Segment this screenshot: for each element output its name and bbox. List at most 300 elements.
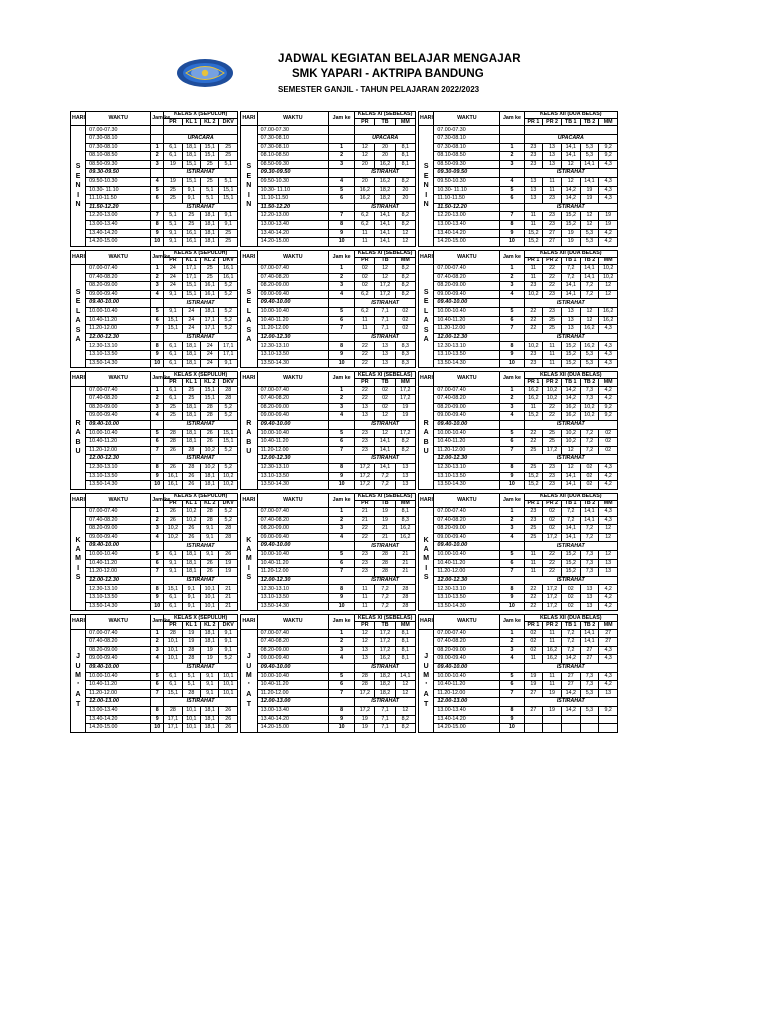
value-cell: 11 (524, 551, 543, 560)
value-cell: 15,1 (201, 395, 219, 404)
value-cell: 15,1 (182, 177, 200, 186)
time-cell: 07.30-08.10 (434, 143, 500, 152)
jam-cell: 3 (500, 282, 524, 291)
time-cell: 13.10-13.50 (434, 351, 500, 360)
day-letter: K (75, 536, 81, 544)
value-cell: 12 (355, 638, 375, 647)
value-cell: 7,2 (580, 429, 599, 438)
value-cell: 26 (182, 533, 200, 542)
value-cell: 22 (355, 342, 375, 351)
value-cell: 24 (182, 308, 200, 317)
value-cell: 5,3 (580, 351, 599, 360)
value-cell: 4,3 (599, 351, 618, 360)
value-cell: 8,3 (395, 359, 415, 368)
value-cell: 02 (375, 386, 395, 395)
day-letter: B (75, 438, 81, 446)
value-cell: 11 (524, 655, 543, 664)
class-title: KELAS X (SEPULUH) (164, 112, 238, 119)
value-cell: 8,1 (395, 143, 415, 152)
time-cell: 09.00-09.40 (86, 655, 151, 664)
jam-cell: 6 (151, 316, 164, 325)
value-cell: 28 (355, 672, 375, 681)
day-letter: A (246, 545, 252, 553)
table-row (71, 420, 238, 429)
jam-cell: 7 (500, 325, 524, 334)
value-cell: 14,1 (561, 525, 580, 534)
table-row (419, 229, 618, 238)
value-cell: 02 (395, 316, 415, 325)
time-cell: 07.40-08.20 (434, 638, 500, 647)
value-cell: 02 (395, 308, 415, 317)
value-cell: 28 (375, 551, 395, 560)
jam-cell: 8 (151, 706, 164, 715)
time-cell: 07.00-07.40 (257, 386, 328, 395)
day-letter: ' (247, 681, 250, 689)
value-cell: 12 (561, 463, 580, 472)
time-cell: 08.10-08.50 (86, 152, 151, 161)
column-header: TB 2 (580, 379, 599, 386)
jam-cell (151, 455, 164, 464)
day-label (419, 265, 434, 368)
time-cell: 13.40-14.20 (257, 715, 328, 724)
time-cell: 11.20-12.00 (257, 446, 328, 455)
jam-cell: 6 (500, 681, 524, 690)
jam-cell (500, 169, 524, 178)
value-cell: 14,1 (580, 638, 599, 647)
time-cell: 07.40-08.20 (86, 516, 151, 525)
table-row (71, 689, 238, 698)
day-letter: J (246, 653, 251, 661)
value-cell: 19 (219, 559, 238, 568)
table-row (71, 472, 238, 481)
day-letter: R (75, 419, 81, 427)
value-cell: 25 (524, 463, 543, 472)
break-note: ISTIRAHAT (524, 299, 617, 308)
value-cell: 5,2 (219, 403, 238, 412)
table-row (419, 212, 618, 221)
day-letter: S (75, 326, 81, 334)
time-cell: 12.30-13.10 (434, 342, 500, 351)
waktu-header: WAKTU (434, 112, 500, 126)
schedule-grid (70, 111, 694, 736)
jam-ke-header: Jam ke (329, 250, 355, 264)
value-cell: 27 (599, 629, 618, 638)
time-cell: 09.00-09.40 (257, 533, 328, 542)
day-label (241, 508, 258, 611)
value-cell: 16,2 (599, 308, 618, 317)
value-cell: 10,1 (182, 715, 200, 724)
value-cell: 14,1 (375, 446, 395, 455)
time-cell: 09.40-10.00 (434, 299, 500, 308)
day-letter: K (246, 536, 252, 544)
table-row (241, 126, 416, 135)
upacara-note: UPACARA (355, 134, 416, 143)
value-cell: 8,2 (395, 177, 415, 186)
time-cell: 10.00-10.40 (86, 429, 151, 438)
value-cell: 9,1 (164, 559, 182, 568)
value-cell: 12 (599, 525, 618, 534)
time-cell: 13.10-13.50 (257, 594, 328, 603)
value-cell: 13 (543, 143, 562, 152)
table-row (419, 551, 618, 560)
upacara-note: UPACARA (524, 134, 617, 143)
value-cell: 12 (580, 212, 599, 221)
value-cell: 16,2 (599, 316, 618, 325)
value-cell: 25 (543, 316, 562, 325)
value-cell: 12 (561, 446, 580, 455)
value-cell: 28 (164, 706, 182, 715)
table-row (241, 351, 416, 360)
value-cell: 7,2 (580, 282, 599, 291)
day-letter: E (75, 172, 81, 180)
schedule-table (70, 614, 238, 733)
empty-cell (355, 126, 416, 135)
value-cell: 11 (355, 602, 375, 611)
value-cell: 10,2 (219, 481, 238, 490)
column-header: PR (164, 379, 182, 386)
jam-cell: 1 (500, 508, 524, 517)
jam-ke-header: Jam ke (151, 372, 164, 386)
table-row (241, 333, 416, 342)
value-cell: 7,2 (561, 516, 580, 525)
column-header: MM (395, 379, 415, 386)
table-row (419, 386, 618, 395)
value-cell: 28 (355, 681, 375, 690)
value-cell: 27 (599, 638, 618, 647)
value-cell: 11 (355, 229, 375, 238)
break-note: ISTIRAHAT (524, 420, 617, 429)
day-letter: A (75, 317, 81, 325)
time-cell: 07.40-08.20 (86, 395, 151, 404)
time-cell: 09.40-10.00 (86, 420, 151, 429)
day-letter: U (75, 448, 81, 456)
value-cell: 17,1 (164, 724, 182, 733)
table-row (71, 126, 238, 135)
hari-header: HARI (241, 112, 258, 126)
value-cell: 4,3 (599, 463, 618, 472)
value-cell: 21 (355, 516, 375, 525)
value-cell: 18,1 (182, 559, 200, 568)
jam-cell: 6 (329, 316, 355, 325)
jam-cell: 9 (151, 229, 164, 238)
time-cell: 10.00-10.40 (434, 551, 500, 560)
value-cell: 26 (201, 438, 219, 447)
value-cell: 13 (543, 152, 562, 161)
waktu-header: WAKTU (86, 112, 151, 126)
jam-cell: 6 (329, 438, 355, 447)
value-cell: 24 (201, 342, 219, 351)
table-row (419, 508, 618, 517)
value-cell: 23 (355, 551, 375, 560)
value-cell: 13 (355, 655, 375, 664)
value-cell: 10,2 (561, 429, 580, 438)
value-cell: 18,1 (182, 412, 200, 421)
value-cell: 14,1 (580, 160, 599, 169)
table-row (241, 195, 416, 204)
table-row (71, 698, 238, 707)
hari-header: HARI (419, 493, 434, 507)
schedule-table (70, 371, 238, 490)
day-letter: M (423, 672, 430, 680)
value-cell: 18,2 (375, 681, 395, 690)
value-cell: 10,1 (164, 646, 182, 655)
table-row (419, 265, 618, 274)
value-cell: 7,2 (561, 629, 580, 638)
hari-header: HARI (419, 615, 434, 629)
table-row (71, 316, 238, 325)
jam-cell: 1 (329, 629, 355, 638)
value-cell: 27 (543, 229, 562, 238)
jam-cell: 3 (151, 282, 164, 291)
value-cell: 7,2 (580, 438, 599, 447)
jam-cell: 4 (151, 177, 164, 186)
value-cell: 02 (395, 325, 415, 334)
value-cell: 22 (524, 594, 543, 603)
day-letter: N (75, 182, 81, 190)
value-cell: 12 (580, 308, 599, 317)
day-letter: S (246, 163, 252, 171)
value-cell: 27 (524, 706, 543, 715)
value-cell: 13 (375, 351, 395, 360)
time-cell: 07.00-07.30 (86, 126, 151, 135)
value-cell: 18,2 (375, 195, 395, 204)
value-cell: 16,1 (164, 481, 182, 490)
value-cell: 6,1 (164, 342, 182, 351)
value-cell: 02 (355, 273, 375, 282)
day-letter: J (424, 653, 429, 661)
column-header: TB 2 (580, 257, 599, 264)
class-title: KELAS X (SEPULUH) (164, 493, 238, 500)
jam-cell: 3 (151, 160, 164, 169)
value-cell: 28 (219, 533, 238, 542)
waktu-header: WAKTU (86, 493, 151, 507)
day-label (241, 386, 258, 489)
day-letter: I (77, 191, 80, 199)
value-cell: 25 (524, 533, 543, 542)
time-cell: 09.00-09.40 (434, 655, 500, 664)
value-cell: 21 (375, 525, 395, 534)
value-cell: 26 (164, 508, 182, 517)
day-label (419, 629, 434, 732)
value-cell: 7,2 (580, 533, 599, 542)
jam-cell: 6 (151, 438, 164, 447)
table-row (241, 463, 416, 472)
hari-header: HARI (71, 615, 86, 629)
table-row (71, 655, 238, 664)
value-cell: 5,2 (219, 316, 238, 325)
jam-cell: 5 (329, 186, 355, 195)
time-cell: 10.40-11.20 (434, 316, 500, 325)
column-header: DKV (219, 622, 238, 629)
value-cell: 14,1 (375, 229, 395, 238)
value-cell: 18,1 (201, 629, 219, 638)
value-cell: 23 (543, 481, 562, 490)
column-header: TB 2 (580, 500, 599, 507)
time-cell: 13.50-14.30 (434, 481, 500, 490)
column-header: TB (375, 379, 395, 386)
value-cell: 7,2 (561, 646, 580, 655)
value-cell: 25 (219, 152, 238, 161)
value-cell: 17,2 (543, 446, 562, 455)
value-cell: 11 (524, 273, 543, 282)
day-letter: A (423, 317, 429, 325)
jam-cell: 3 (329, 282, 355, 291)
value-cell: 22 (543, 559, 562, 568)
value-cell: 22 (355, 533, 375, 542)
hari-header: HARI (419, 250, 434, 264)
jam-cell: 4 (329, 177, 355, 186)
time-cell: 10.40-11.20 (257, 559, 328, 568)
value-cell: 14,1 (561, 143, 580, 152)
break-note: ISTIRAHAT (355, 698, 416, 707)
value-cell: 10,2 (219, 472, 238, 481)
column-header: TB (375, 622, 395, 629)
value-cell: 28 (164, 429, 182, 438)
time-cell: 11.10-11.50 (257, 195, 328, 204)
value-cell: 18,2 (375, 689, 395, 698)
time-cell: 11.20-12.00 (257, 689, 328, 698)
value-cell: 13 (375, 359, 395, 368)
time-cell: 13.10-13.50 (257, 351, 328, 360)
value-cell: 28 (201, 412, 219, 421)
value-cell: 19 (182, 638, 200, 647)
value-cell: 24 (201, 359, 219, 368)
jam-cell (500, 203, 524, 212)
schedule-table (240, 614, 416, 733)
value-cell: 4,2 (599, 472, 618, 481)
value-cell: 5,3 (580, 238, 599, 247)
table-row (71, 160, 238, 169)
time-cell: 10.00-10.40 (257, 308, 328, 317)
value-cell: 7,2 (561, 273, 580, 282)
value-cell: 15,1 (182, 160, 200, 169)
time-cell: 09.40-10.00 (434, 542, 500, 551)
time-cell: 10.30- 11.10 (86, 186, 151, 195)
value-cell: 02 (599, 446, 618, 455)
value-cell: 8,2 (395, 220, 415, 229)
time-cell: 13.40-14.20 (86, 229, 151, 238)
value-cell: 18,1 (201, 212, 219, 221)
value-cell: 4,3 (599, 186, 618, 195)
time-cell: 11.20-12.00 (257, 568, 328, 577)
time-cell: 09.40-10.00 (86, 299, 151, 308)
value-cell: 4,3 (599, 516, 618, 525)
break-note: ISTIRAHAT (355, 542, 416, 551)
value-cell: 27 (524, 689, 543, 698)
value-cell: 7,1 (375, 325, 395, 334)
jam-cell: 3 (329, 403, 355, 412)
time-cell: 09.50-10.30 (257, 177, 328, 186)
table-row (241, 551, 416, 560)
day-letter: J (76, 653, 81, 661)
table-row (419, 724, 618, 733)
day-letter: N (423, 201, 429, 209)
time-cell: 13.50-14.30 (86, 359, 151, 368)
time-cell: 09.40-10.00 (257, 542, 328, 551)
value-cell: 17,1 (182, 265, 200, 274)
table-row (419, 160, 618, 169)
value-cell: 11 (524, 559, 543, 568)
value-cell: 5,2 (219, 508, 238, 517)
value-cell: 4,2 (599, 602, 618, 611)
jam-cell: 7 (329, 689, 355, 698)
value-cell: 02 (561, 594, 580, 603)
value-cell: 28 (201, 403, 219, 412)
time-cell: 07.00-07.40 (86, 386, 151, 395)
table-row (419, 629, 618, 638)
value-cell: 9,1 (201, 525, 219, 534)
table-row (241, 455, 416, 464)
value-cell (580, 724, 599, 733)
day-letter: E (246, 298, 252, 306)
time-cell: 07.30-08.10 (86, 134, 151, 143)
value-cell: 10,2 (524, 342, 543, 351)
time-cell: 09.50-10.30 (86, 177, 151, 186)
day-letter: L (424, 307, 429, 315)
value-cell: 17,2 (355, 689, 375, 698)
value-cell: 9,1 (219, 638, 238, 647)
value-cell: 12 (395, 229, 415, 238)
table-row (241, 395, 416, 404)
value-cell: 19 (375, 508, 395, 517)
day-label (241, 126, 258, 246)
value-cell: 6,2 (355, 290, 375, 299)
day-letter: E (423, 172, 429, 180)
column-header: TB 1 (561, 119, 580, 126)
time-cell: 10.00-10.40 (434, 429, 500, 438)
value-cell: 18,1 (201, 724, 219, 733)
time-cell: 10.00-10.40 (257, 551, 328, 560)
value-cell: 25 (182, 220, 200, 229)
value-cell: 13 (561, 325, 580, 334)
table-row (241, 212, 416, 221)
jam-cell: 1 (151, 629, 164, 638)
jam-cell: 4 (151, 412, 164, 421)
value-cell: 4,2 (599, 395, 618, 404)
table-row (419, 594, 618, 603)
value-cell: 19 (182, 629, 200, 638)
time-cell: 13.00-13.40 (434, 706, 500, 715)
value-cell: 15,1 (182, 282, 200, 291)
value-cell: 18,1 (201, 715, 219, 724)
value-cell: 9,1 (201, 689, 219, 698)
time-cell: 12.20-13.00 (86, 212, 151, 221)
value-cell: 16,2 (355, 195, 375, 204)
value-cell: 14,1 (580, 508, 599, 517)
class-title: KELAS XII (DUA BELAS) (524, 493, 617, 500)
day-letter: R (423, 419, 429, 427)
value-cell: 11 (543, 629, 562, 638)
time-cell: 09.30-09.50 (434, 169, 500, 178)
value-cell: 8,3 (395, 342, 415, 351)
column-header: KL 1 (182, 500, 200, 507)
column-header: PR (355, 119, 375, 126)
jam-cell (151, 663, 164, 672)
value-cell: 27 (561, 672, 580, 681)
value-cell: 14,1 (375, 238, 395, 247)
time-cell: 12.00-12.30 (257, 455, 328, 464)
value-cell: 19 (524, 681, 543, 690)
jam-cell: 4 (151, 655, 164, 664)
value-cell: 16,2 (543, 655, 562, 664)
value-cell: 7,2 (580, 290, 599, 299)
time-cell: 12.30-13.10 (434, 585, 500, 594)
value-cell: 25 (182, 395, 200, 404)
table-row (71, 299, 238, 308)
value-cell: 12 (375, 265, 395, 274)
time-cell: 11.20-12.00 (86, 446, 151, 455)
jam-ke-header: Jam ke (151, 615, 164, 629)
